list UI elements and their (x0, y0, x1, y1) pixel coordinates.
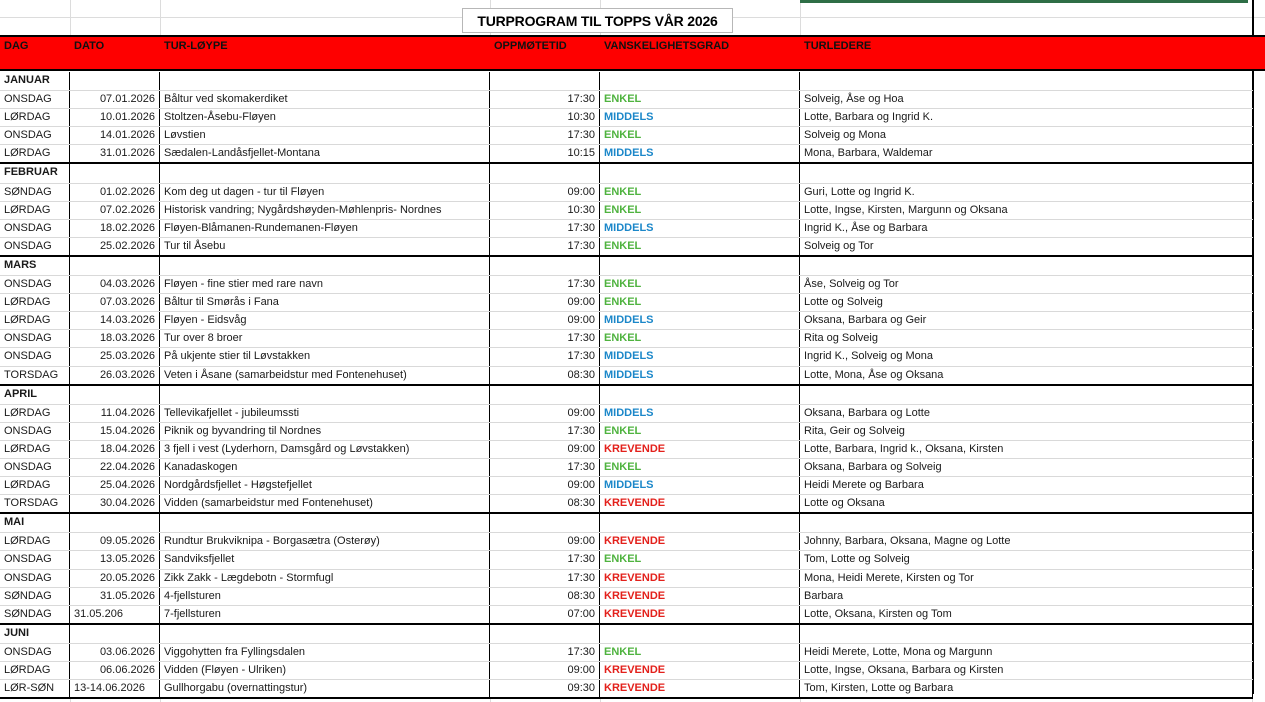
cell-date[interactable]: 06.06.2026 (70, 662, 160, 679)
cell-difficulty[interactable]: MIDDELS (600, 220, 800, 237)
cell-day[interactable]: LØRDAG (0, 405, 70, 422)
cell-time[interactable]: 17:30 (490, 276, 600, 293)
cell-empty[interactable] (800, 386, 1253, 404)
cell-date[interactable]: 25.03.2026 (70, 348, 160, 365)
cell-empty[interactable] (600, 164, 800, 182)
cell-month[interactable]: MARS (0, 257, 70, 275)
cell-day[interactable]: ONSDAG (0, 348, 70, 365)
cell-difficulty[interactable]: ENKEL (600, 238, 800, 255)
cell-difficulty[interactable]: MIDDELS (600, 348, 800, 365)
cell-day[interactable]: SØNDAG (0, 606, 70, 623)
cell-leaders[interactable]: Rita, Geir og Solveig (800, 423, 1253, 440)
cell-time[interactable]: 17:30 (490, 220, 600, 237)
cell-leaders[interactable]: Ingrid K., Solveig og Mona (800, 348, 1253, 365)
cell-date[interactable]: 22.04.2026 (70, 459, 160, 476)
cell-empty[interactable] (800, 164, 1253, 182)
cell-time[interactable]: 09:00 (490, 312, 600, 329)
cell-difficulty[interactable]: ENKEL (600, 330, 800, 347)
cell-route[interactable]: Løvstien (160, 127, 490, 144)
cell-route[interactable]: Veten i Åsane (samarbeidstur med Fontenehuset) (160, 367, 490, 384)
cell-leaders[interactable]: Heidi Merete, Lotte, Mona og Margunn (800, 644, 1253, 661)
cell-empty[interactable] (800, 625, 1253, 643)
cell-month[interactable]: MAI (0, 514, 70, 532)
cell-leaders[interactable]: Lotte, Barbara, Ingrid k., Oksana, Kirsten (800, 441, 1253, 458)
cell-difficulty[interactable]: ENKEL (600, 644, 800, 661)
cell-time[interactable]: 09:00 (490, 294, 600, 311)
cell-time[interactable]: 10:15 (490, 145, 600, 162)
cell-route[interactable]: Tur til Åsebu (160, 238, 490, 255)
month-section (0, 162, 1253, 254)
cell-difficulty[interactable]: MIDDELS (600, 109, 800, 126)
month-section (0, 72, 1253, 162)
cell-empty[interactable] (800, 257, 1253, 275)
cell-route[interactable]: Kom deg ut dagen - tur til Fløyen (160, 184, 490, 201)
cell-date[interactable]: 11.04.2026 (70, 405, 160, 422)
cell-route[interactable]: 4-fjellsturen (160, 588, 490, 605)
table-row (0, 440, 1253, 458)
month-header-row (0, 257, 1253, 275)
cell-empty[interactable] (70, 386, 160, 404)
table-body (0, 72, 1253, 699)
cell-time[interactable]: 07:00 (490, 606, 600, 623)
table-header-row (0, 35, 1265, 71)
cell-date[interactable]: 25.02.2026 (70, 238, 160, 255)
cell-date[interactable]: 03.06.2026 (70, 644, 160, 661)
cell-date[interactable]: 25.04.2026 (70, 477, 160, 494)
cell-month[interactable]: JUNI (0, 625, 70, 643)
column-header-oppmotetid[interactable]: OPPMØTETID (494, 40, 567, 52)
cell-day[interactable]: ONSDAG (0, 644, 70, 661)
cell-date[interactable]: 31.01.2026 (70, 145, 160, 162)
cell-route[interactable]: Historisk vandring; Nygårdshøyden-Møhlenpris- Nordnes (160, 202, 490, 219)
cell-difficulty[interactable]: KREVENDE (600, 680, 800, 697)
cell-day[interactable]: SØNDAG (0, 184, 70, 201)
cell-empty[interactable] (70, 72, 160, 90)
cell-empty[interactable] (490, 72, 600, 90)
cell-empty[interactable] (160, 514, 490, 532)
cell-leaders[interactable]: Ingrid K., Åse og Barbara (800, 220, 1253, 237)
table-row (0, 293, 1253, 311)
cell-day[interactable]: ONSDAG (0, 330, 70, 347)
cell-time[interactable]: 17:30 (490, 127, 600, 144)
cell-date[interactable]: 10.01.2026 (70, 109, 160, 126)
cell-leaders[interactable]: Solveig og Mona (800, 127, 1253, 144)
cell-date[interactable]: 18.03.2026 (70, 330, 160, 347)
cell-difficulty[interactable]: ENKEL (600, 551, 800, 568)
cell-route[interactable]: Tellevikafjellet - jubileumssti (160, 405, 490, 422)
table-row (0, 237, 1253, 255)
table-row (0, 679, 1253, 697)
cell-difficulty[interactable]: KREVENDE (600, 533, 800, 550)
title-box[interactable] (462, 8, 733, 33)
cell-time[interactable]: 17:30 (490, 570, 600, 587)
cell-date[interactable]: 18.04.2026 (70, 441, 160, 458)
cell-empty[interactable] (600, 514, 800, 532)
cell-leaders[interactable]: Oksana, Barbara og Lotte (800, 405, 1253, 422)
table-row (0, 366, 1253, 384)
cell-time[interactable]: 09:00 (490, 441, 600, 458)
table-row (0, 458, 1253, 476)
cell-route[interactable]: Rundtur Brukviknipa - Borgasætra (Osterøy) (160, 533, 490, 550)
cell-time[interactable]: 17:30 (490, 551, 600, 568)
table-row (0, 329, 1253, 347)
cell-time[interactable]: 09:00 (490, 405, 600, 422)
cell-empty[interactable] (490, 514, 600, 532)
cell-time[interactable]: 17:30 (490, 459, 600, 476)
cell-difficulty[interactable]: KREVENDE (600, 441, 800, 458)
table-row (0, 311, 1253, 329)
cell-difficulty[interactable]: KREVENDE (600, 662, 800, 679)
month-header-row (0, 514, 1253, 532)
cell-date[interactable]: 26.03.2026 (70, 367, 160, 384)
cell-empty[interactable] (70, 164, 160, 182)
cell-date[interactable]: 13-14.06.2026 (70, 680, 160, 697)
cell-day[interactable]: LØRDAG (0, 477, 70, 494)
month-section (0, 384, 1253, 513)
cell-empty[interactable] (70, 257, 160, 275)
cell-date[interactable]: 01.02.2026 (70, 184, 160, 201)
cell-difficulty[interactable]: KREVENDE (600, 570, 800, 587)
cell-day[interactable]: LØRDAG (0, 145, 70, 162)
cell-time[interactable]: 08:30 (490, 367, 600, 384)
cell-leaders[interactable]: Oksana, Barbara og Solveig (800, 459, 1253, 476)
cell-date[interactable]: 04.03.2026 (70, 276, 160, 293)
cell-empty[interactable] (490, 257, 600, 275)
cell-empty[interactable] (600, 386, 800, 404)
cell-time[interactable]: 17:30 (490, 644, 600, 661)
column-header-vanskelighetsgrad[interactable]: VANSKELIGHETSGRAD (604, 40, 730, 52)
cell-leaders[interactable]: Guri, Lotte og Ingrid K. (800, 184, 1253, 201)
cell-route[interactable]: 7-fjellsturen (160, 606, 490, 623)
cell-day[interactable]: LØRDAG (0, 202, 70, 219)
cell-empty[interactable] (490, 386, 600, 404)
cell-route[interactable]: Kanadaskogen (160, 459, 490, 476)
table-row (0, 532, 1253, 550)
cell-day[interactable]: ONSDAG (0, 127, 70, 144)
cell-difficulty[interactable]: ENKEL (600, 294, 800, 311)
month-section (0, 255, 1253, 384)
cell-day[interactable]: ONSDAG (0, 459, 70, 476)
cell-date[interactable]: 31.05.206 (70, 606, 160, 623)
cell-difficulty[interactable]: KREVENDE (600, 606, 800, 623)
cell-day[interactable]: LØRDAG (0, 662, 70, 679)
cell-route[interactable]: Viggohytten fra Fyllingsdalen (160, 644, 490, 661)
cell-month[interactable]: JANUAR (0, 72, 70, 90)
cell-empty[interactable] (600, 625, 800, 643)
cell-date[interactable]: 07.01.2026 (70, 91, 160, 108)
cell-date[interactable]: 13.05.2026 (70, 551, 160, 568)
cell-leaders[interactable]: Lotte og Solveig (800, 294, 1253, 311)
cell-difficulty[interactable]: MIDDELS (600, 312, 800, 329)
cell-difficulty[interactable]: KREVENDE (600, 495, 800, 512)
cell-day[interactable]: ONSDAG (0, 91, 70, 108)
cell-difficulty[interactable]: MIDDELS (600, 367, 800, 384)
month-header-row (0, 386, 1253, 404)
cell-empty[interactable] (160, 257, 490, 275)
cell-day[interactable]: ONSDAG (0, 570, 70, 587)
cell-time[interactable]: 09:00 (490, 477, 600, 494)
cell-route[interactable]: Sædalen-Landåsfjellet-Montana (160, 145, 490, 162)
cell-day[interactable]: LØRDAG (0, 441, 70, 458)
cell-leaders[interactable]: Solveig, Åse og Hoa (800, 91, 1253, 108)
cell-date[interactable]: 07.02.2026 (70, 202, 160, 219)
cell-day[interactable]: ONSDAG (0, 276, 70, 293)
cell-date[interactable]: 09.05.2026 (70, 533, 160, 550)
month-section (0, 512, 1253, 623)
column-header-turledere[interactable]: TURLEDERE (804, 40, 872, 52)
cell-empty[interactable] (800, 72, 1253, 90)
cell-difficulty[interactable]: MIDDELS (600, 477, 800, 494)
cell-empty[interactable] (600, 257, 800, 275)
cell-month[interactable]: FEBRUAR (0, 164, 70, 182)
table-row (0, 219, 1253, 237)
cell-route[interactable]: Vidden (samarbeidstur med Fontenehuset) (160, 495, 490, 512)
cell-time[interactable]: 09:30 (490, 680, 600, 697)
cell-empty[interactable] (600, 72, 800, 90)
cell-day[interactable]: ONSDAG (0, 551, 70, 568)
cell-time[interactable]: 17:30 (490, 423, 600, 440)
cell-day[interactable]: SØNDAG (0, 588, 70, 605)
cell-date[interactable]: 14.01.2026 (70, 127, 160, 144)
cell-time[interactable]: 08:30 (490, 588, 600, 605)
table-row (0, 201, 1253, 219)
cell-leaders[interactable]: Lotte, Barbara og Ingrid K. (800, 109, 1253, 126)
cell-difficulty[interactable]: ENKEL (600, 423, 800, 440)
table-row (0, 494, 1253, 512)
cell-time[interactable]: 17:30 (490, 330, 600, 347)
cell-empty[interactable] (160, 386, 490, 404)
month-header-row (0, 625, 1253, 643)
cell-date[interactable]: 14.03.2026 (70, 312, 160, 329)
cell-route[interactable]: Vidden (Fløyen - Ulriken) (160, 662, 490, 679)
cell-leaders[interactable]: Lotte, Ingse, Oksana, Barbara og Kirsten (800, 662, 1253, 679)
cell-route[interactable]: Fløyen-Blåmanen-Rundemanen-Fløyen (160, 220, 490, 237)
cell-empty[interactable] (800, 514, 1253, 532)
cell-difficulty[interactable]: ENKEL (600, 184, 800, 201)
cell-empty[interactable] (70, 514, 160, 532)
cell-date[interactable]: 15.04.2026 (70, 423, 160, 440)
cell-date[interactable]: 07.03.2026 (70, 294, 160, 311)
cell-date[interactable]: 30.04.2026 (70, 495, 160, 512)
cell-date[interactable]: 20.05.2026 (70, 570, 160, 587)
cell-leaders[interactable]: Mona, Heidi Merete, Kirsten og Tor (800, 570, 1253, 587)
cell-day[interactable]: ONSDAG (0, 423, 70, 440)
page-title: TURPROGRAM TIL TOPPS VÅR 2026 (477, 12, 718, 29)
cell-date[interactable]: 31.05.2026 (70, 588, 160, 605)
table-row (0, 183, 1253, 201)
cell-time[interactable]: 17:30 (490, 348, 600, 365)
cell-route[interactable]: Fløyen - fine stier med rare navn (160, 276, 490, 293)
cell-difficulty[interactable]: ENKEL (600, 127, 800, 144)
cell-day[interactable]: LØR-SØN (0, 680, 70, 697)
table-row (0, 144, 1253, 162)
month-header-row (0, 72, 1253, 90)
cell-leaders[interactable]: Barbara (800, 588, 1253, 605)
cell-time[interactable]: 08:30 (490, 495, 600, 512)
green-border-line (800, 0, 1248, 3)
column-header-dag[interactable]: DAG (4, 40, 29, 52)
cell-leaders[interactable]: Lotte og Oksana (800, 495, 1253, 512)
cell-route[interactable]: 3 fjell i vest (Lyderhorn, Damsgård og Løvstakken) (160, 441, 490, 458)
cell-day[interactable]: LØRDAG (0, 533, 70, 550)
cell-route[interactable]: Båltur til Smørås i Fana (160, 294, 490, 311)
cell-route[interactable]: På ukjente stier til Løvstakken (160, 348, 490, 365)
cell-leaders[interactable]: Tom, Lotte og Solveig (800, 551, 1253, 568)
month-header-row (0, 164, 1253, 182)
cell-leaders[interactable]: Rita og Solveig (800, 330, 1253, 347)
cell-difficulty[interactable]: KREVENDE (600, 588, 800, 605)
cell-difficulty[interactable]: ENKEL (600, 276, 800, 293)
cell-route[interactable]: Stoltzen-Åsebu-Fløyen (160, 109, 490, 126)
cell-leaders[interactable]: Lotte, Mona, Åse og Oksana (800, 367, 1253, 384)
cell-difficulty[interactable]: MIDDELS (600, 405, 800, 422)
cell-difficulty[interactable]: ENKEL (600, 91, 800, 108)
cell-empty[interactable] (160, 625, 490, 643)
cell-leaders[interactable]: Heidi Merete og Barbara (800, 477, 1253, 494)
cell-leaders[interactable]: Oksana, Barbara og Geir (800, 312, 1253, 329)
cell-date[interactable]: 18.02.2026 (70, 220, 160, 237)
table-row (0, 643, 1253, 661)
month-section (0, 623, 1253, 697)
cell-leaders[interactable]: Mona, Barbara, Waldemar (800, 145, 1253, 162)
cell-leaders[interactable]: Åse, Solveig og Tor (800, 276, 1253, 293)
cell-day[interactable]: TORSDAG (0, 495, 70, 512)
cell-empty[interactable] (70, 625, 160, 643)
cell-leaders[interactable]: Tom, Kirsten, Lotte og Barbara (800, 680, 1253, 697)
cell-empty[interactable] (490, 164, 600, 182)
cell-route[interactable]: Zikk Zakk - Lægdebotn - Stormfugl (160, 570, 490, 587)
cell-empty[interactable] (160, 72, 490, 90)
column-header-tur-loype[interactable]: TUR-LØYPE (164, 40, 228, 52)
cell-day[interactable]: LØRDAG (0, 294, 70, 311)
cell-route[interactable]: Gullhorgabu (overnattingstur) (160, 680, 490, 697)
cell-month[interactable]: APRIL (0, 386, 70, 404)
cell-leaders[interactable]: Johnny, Barbara, Oksana, Magne og Lotte (800, 533, 1253, 550)
cell-leaders[interactable]: Lotte, Ingse, Kirsten, Margunn og Oksana (800, 202, 1253, 219)
cell-difficulty[interactable]: MIDDELS (600, 145, 800, 162)
cell-time[interactable]: 10:30 (490, 109, 600, 126)
table-row (0, 476, 1253, 494)
table-row (0, 275, 1253, 293)
table-row (0, 661, 1253, 679)
table-row (0, 605, 1253, 623)
table-row (0, 126, 1253, 144)
cell-empty[interactable] (160, 164, 490, 182)
cell-day[interactable]: ONSDAG (0, 220, 70, 237)
table-row (0, 108, 1253, 126)
cell-difficulty[interactable]: ENKEL (600, 459, 800, 476)
cell-time[interactable]: 09:00 (490, 662, 600, 679)
table-row (0, 404, 1253, 422)
table-row (0, 569, 1253, 587)
cell-time[interactable]: 09:00 (490, 533, 600, 550)
cell-day[interactable]: LØRDAG (0, 312, 70, 329)
cell-time[interactable]: 10:30 (490, 202, 600, 219)
cell-leaders[interactable]: Solveig og Tor (800, 238, 1253, 255)
column-header-dato[interactable]: DATO (74, 40, 105, 52)
cell-route[interactable]: Tur over 8 broer (160, 330, 490, 347)
cell-difficulty[interactable]: ENKEL (600, 202, 800, 219)
table-row (0, 347, 1253, 365)
cell-time[interactable]: 09:00 (490, 184, 600, 201)
cell-route[interactable]: Fløyen - Eidsvåg (160, 312, 490, 329)
cell-route[interactable]: Piknik og byvandring til Nordnes (160, 423, 490, 440)
table-row (0, 90, 1253, 108)
cell-day[interactable]: LØRDAG (0, 109, 70, 126)
table-row (0, 587, 1253, 605)
cell-empty[interactable] (490, 625, 600, 643)
cell-route[interactable]: Båltur ved skomakerdiket (160, 91, 490, 108)
cell-time[interactable]: 17:30 (490, 238, 600, 255)
cell-route[interactable]: Nordgårdsfjellet - Høgstefjellet (160, 477, 490, 494)
cell-day[interactable]: TORSDAG (0, 367, 70, 384)
table-row (0, 422, 1253, 440)
cell-day[interactable]: ONSDAG (0, 238, 70, 255)
cell-route[interactable]: Sandviksfjellet (160, 551, 490, 568)
cell-leaders[interactable]: Lotte, Oksana, Kirsten og Tom (800, 606, 1253, 623)
cell-time[interactable]: 17:30 (490, 91, 600, 108)
table-row (0, 550, 1253, 568)
